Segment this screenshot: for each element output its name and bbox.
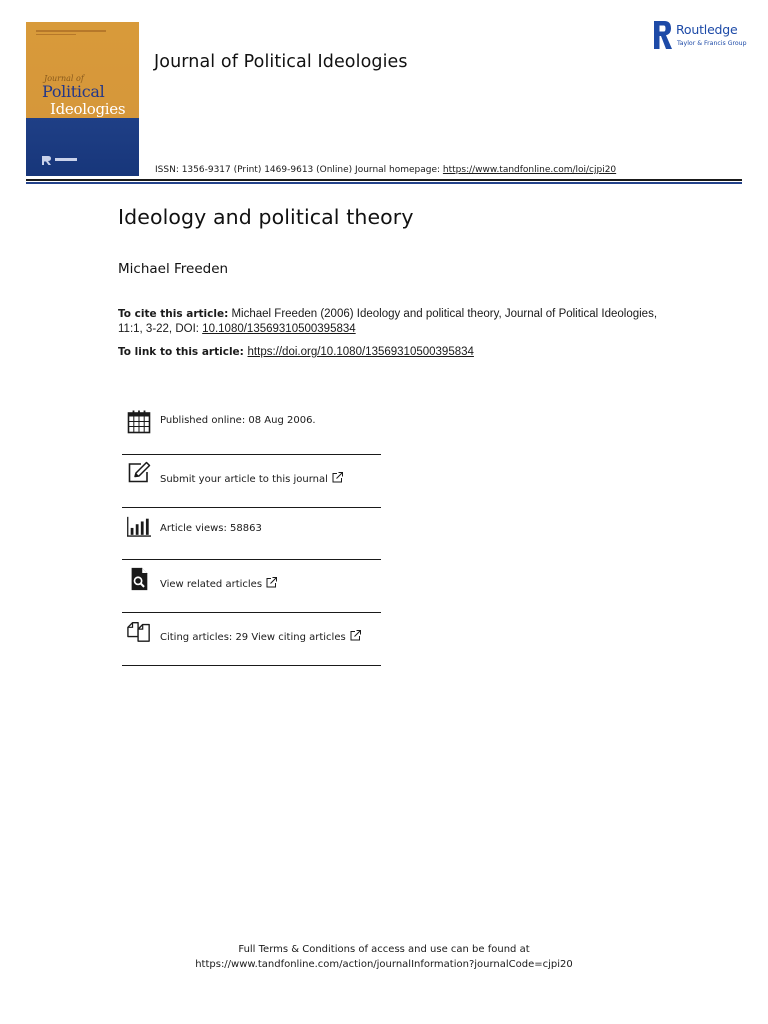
- row-divider: [122, 665, 381, 666]
- brand-name: Routledge: [676, 22, 738, 37]
- citing-documents-icon: [127, 619, 151, 643]
- link-label: To link to this article:: [118, 346, 248, 358]
- journal-homepage-link[interactable]: https://www.tandfonline.com/loi/cjpi20: [442, 165, 617, 175]
- row-divider: [122, 612, 381, 613]
- row-divider: [122, 454, 381, 455]
- citing-label: Citing articles: 29 View citing articles: [160, 632, 346, 643]
- routledge-r-icon: [654, 21, 672, 49]
- issn-line: [155, 165, 616, 175]
- footer-terms: [0, 942, 768, 972]
- article-author: Michael Freeden: [118, 261, 229, 277]
- bar-chart-icon: [127, 515, 151, 539]
- citing-articles-link[interactable]: [160, 630, 361, 643]
- view-related-link[interactable]: [160, 577, 277, 590]
- submit-label: Submit your article to this journal: [160, 474, 328, 485]
- journal-cover-image: [26, 22, 139, 176]
- published-date: Published online: 08 Aug 2006.: [160, 415, 316, 426]
- footer-terms-link[interactable]: https://www.tandfonline.com/action/journalInformation?journalCode=cjpi20: [195, 959, 573, 970]
- routledge-logo: [654, 21, 746, 49]
- header-divider-blue: [26, 182, 742, 184]
- external-link-icon: [266, 577, 277, 588]
- edit-icon: [127, 461, 151, 485]
- journal-title: Journal of Political Ideologies: [154, 52, 408, 72]
- footer-line-1: Full Terms & Conditions of access and use can be found at: [238, 944, 530, 955]
- cover-journal-of: Journal of: [44, 74, 84, 83]
- external-link-icon: [332, 472, 343, 483]
- row-divider: [122, 507, 381, 508]
- article-title: Ideology and political theory: [118, 205, 414, 229]
- citation: [118, 307, 678, 336]
- cover-political: Political: [42, 82, 105, 101]
- external-link-icon: [350, 630, 361, 641]
- article-link: [118, 346, 474, 358]
- search-document-icon: [127, 567, 151, 591]
- submit-article-link[interactable]: [160, 472, 343, 485]
- cite-text: Michael Freeden (2006) Ideology and political theory, Journal of Political Ideologies, 11:1, 3-22, DOI:: [118, 308, 658, 335]
- cite-doi-link[interactable]: 10.1080/13569310500395834: [202, 322, 356, 335]
- doi-link[interactable]: https://doi.org/10.1080/13569310500395834: [247, 346, 474, 358]
- article-views: Article views: 58863: [160, 523, 262, 534]
- cover-publisher-logo: [42, 156, 52, 165]
- related-label: View related articles: [160, 579, 263, 590]
- calendar-icon: [127, 410, 151, 434]
- cover-ideologies: Ideologies: [50, 100, 126, 118]
- row-divider: [122, 559, 381, 560]
- issn-text: ISSN: 1356-9317 (Print) 1469-9613 (Online) Journal homepage:: [155, 165, 443, 175]
- brand-tagline: Taylor & Francis Group: [677, 40, 747, 47]
- cite-label: To cite this article:: [118, 308, 229, 320]
- header-divider: [26, 179, 742, 181]
